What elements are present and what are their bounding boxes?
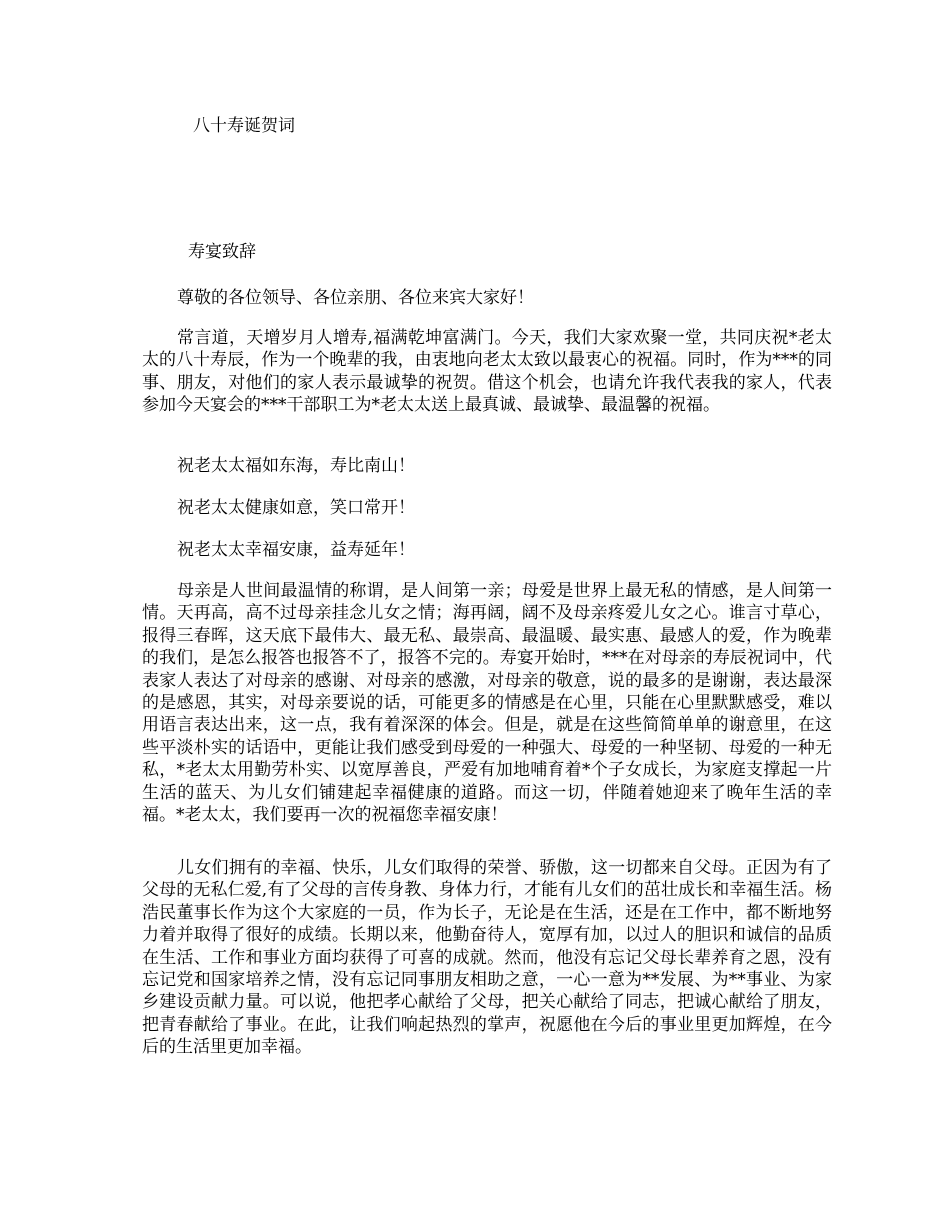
paragraph-mother: 母亲是人世间最温情的称谓，是人间第一亲；母爱是世界上最无私的情感，是人间第一情。天再高，高不过母亲挂念儿女之情；海再阔，阔不及母亲疼爱儿女之心。谁言寸草心，报得三春晖，这天底下最伟大、最无私、最崇高、最温暖、最实惠、最感人的爱，作为晚辈的我们，是怎么报答也报答不了，报答不完的。寿宴开始时，***在对母亲的寿辰祝词中，代表家人表达了对母亲的感谢、对母亲的感激，对母亲的敬意，说的最多的是谢谢，表达最深的是感恩，其实，对母亲要说的话，可能更多的情感是在心里，只能在心里默默感受，难以用语言表达出来，这一点，我有着深深的体会。但是，就是在这些简简单单的谢意里，在这些平淡朴实的话语中，更能让我们感受到母爱的一种强大、母爱的一种坚韧、母爱的一种无私，*老太太用勤劳朴实、以宽厚善良，严爱有加地哺育着*个子女成长，为家庭支撑起一片生活的蓝天、为儿女们铺建起幸福健康的道路。而这一切，伴随着她迎来了晚年生活的幸福。*老太太，我们要再一次的祝福您幸福安康！ — [142, 581, 832, 826]
wish-line-2: 祝老太太健康如意，笑口常开！ — [177, 498, 415, 518]
paragraph-opening: 常言道，天增岁月人增寿,福满乾坤富满门。今天，我们大家欢聚一堂，共同庆祝*老太太的八十寿辰，作为一个晚辈的我，由衷地向老太太致以最衷心的祝福。同时，作为***的同事、朋友，对他们的家人表示最诚挚的祝贺。借这个机会，也请允许我代表我的家人，代表参加今天宴会的***干部职工为*老太太送上最真诚、最诚挚、最温馨的祝福。 — [142, 328, 832, 416]
wish-line-1: 祝老太太福如东海，寿比南山！ — [177, 456, 415, 476]
paragraph-children: 儿女们拥有的幸福、快乐，儿女们取得的荣誉、骄傲，这一切都来自父母。正因为有了父母的无私仁爱,有了父母的言传身教、身体力行，才能有儿女们的茁壮成长和幸福生活。杨浩民董事长作为这个大家庭的一员，作为长子，无论是在生活，还是在工作中，都不断地努力着并取得了很好的成绩。长期以来，他勤奋待人，宽厚有加，以过人的胆识和诚信的品质在生活、工作和事业方面均获得了可喜的成就。然而，他没有忘记父母长辈养育之恩，没有忘记党和国家培养之情，没有忘记同事朋友相助之意，一心一意为**发展、为**事业、为家乡建设贡献力量。可以说，他把孝心献给了父母，把关心献给了同志，把诚心献给了朋友，把青春献给了事业。在此，让我们响起热烈的掌声，祝愿他在今后的事业里更加辉煌，在今后的生活里更加幸福。 — [142, 858, 832, 1058]
document-title: 八十寿诞贺词 — [193, 116, 295, 136]
speech-subtitle: 寿宴致辞 — [188, 242, 256, 262]
greeting-line: 尊敬的各位领导、各位亲朋、各位来宾大家好！ — [177, 288, 534, 308]
wish-line-3: 祝老太太幸福安康，益寿延年！ — [177, 540, 415, 560]
